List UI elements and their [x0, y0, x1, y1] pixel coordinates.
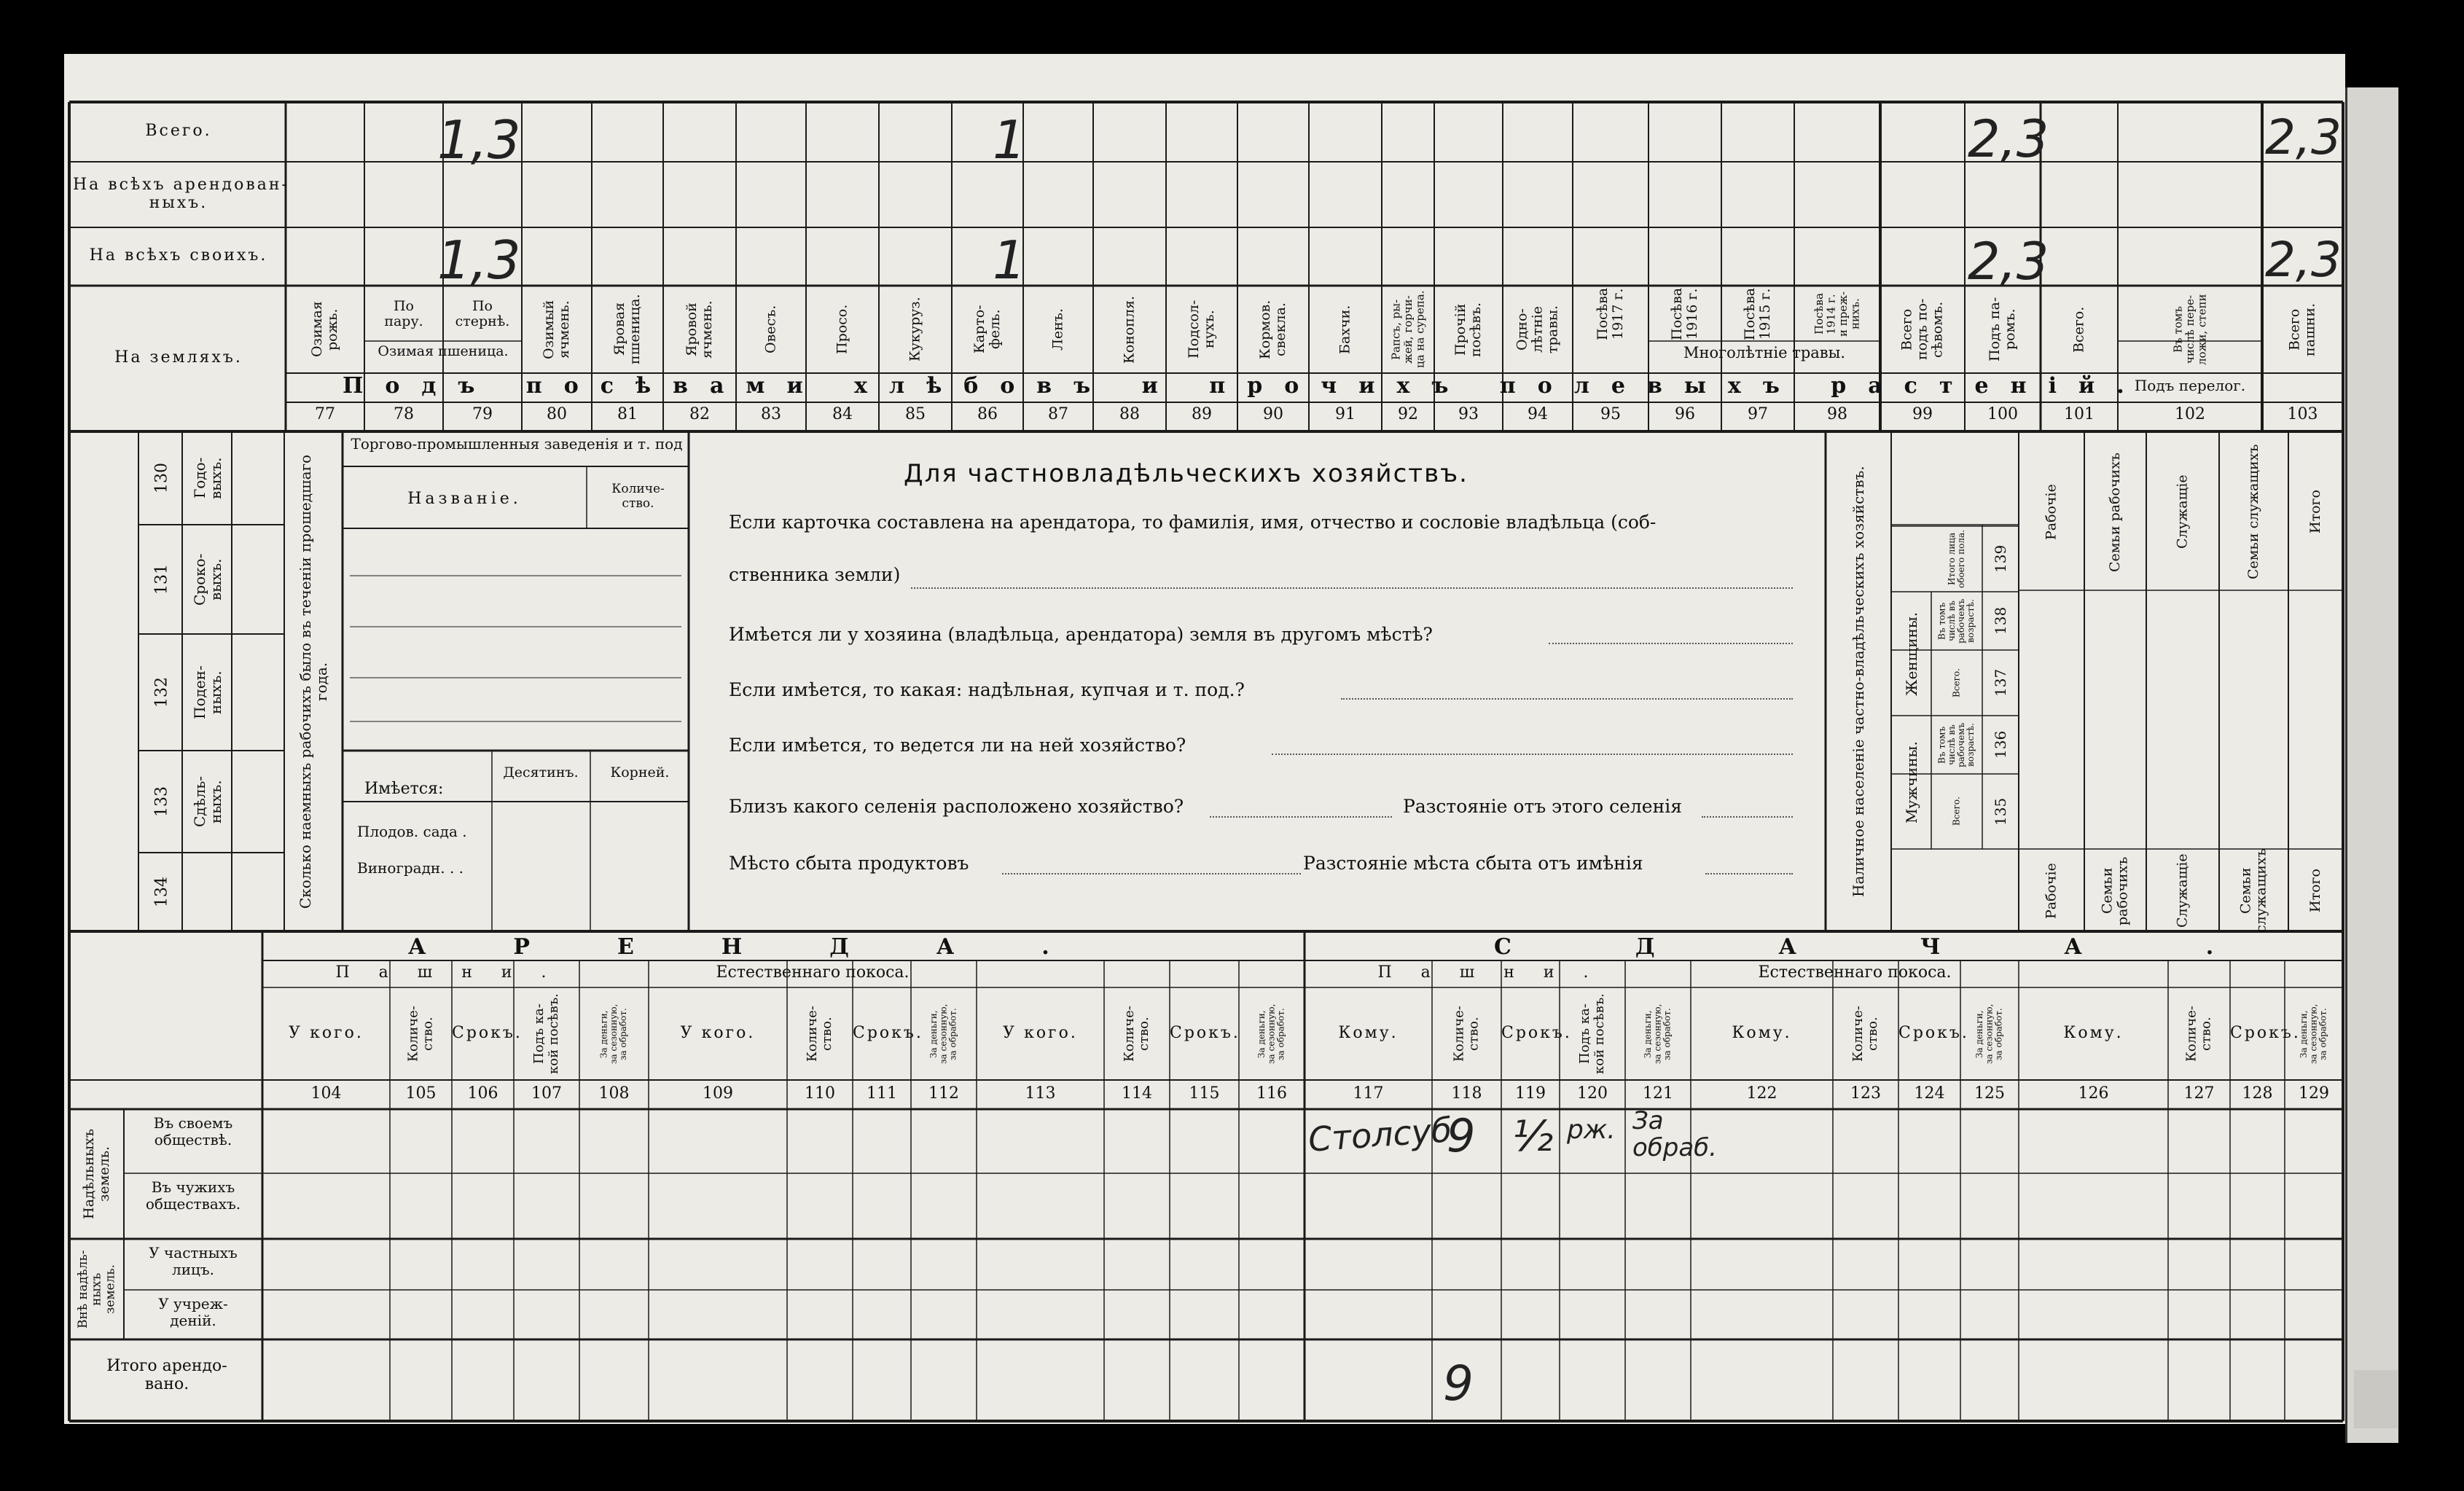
bcol-head-108: За деньги, за сезонную, за обработ.: [598, 1003, 629, 1065]
col-num-96: 96: [1675, 405, 1695, 423]
col-head-79: По стернѣ.: [455, 298, 510, 329]
hired-label-130: Годо- выхъ.: [191, 457, 224, 499]
bcol-head-114: Количе- ство.: [1122, 1006, 1151, 1063]
bottom-row-label-2: У частныхъ лицъ.: [149, 1244, 238, 1278]
hw-78-svoi: 1,3: [437, 230, 521, 291]
hw-sdacha-qty: 9: [1447, 1109, 1476, 1162]
col-num-93: 93: [1458, 405, 1479, 423]
col-head-82: Яровой ячмень.: [684, 300, 715, 359]
col-head-100: Подъ па- ромъ.: [1987, 297, 2018, 362]
bcol-num-112: 112: [928, 1084, 959, 1103]
trade-title: Торгово-промышленныя заведенія и т. под: [351, 435, 683, 453]
col-head-90: Кормов. свекла.: [1257, 300, 1288, 359]
hw-sdacha-srok: ½: [1512, 1111, 1554, 1161]
col-head-93: Прочій посѣвъ.: [1452, 302, 1484, 357]
question-q2: Имѣется ли у хозяина (владѣльца, арендатора) земля въ другомъ мѣстѣ?: [729, 624, 1433, 645]
pop-col-top-0: Рабочіе: [2043, 484, 2060, 540]
bcol-num-106: 106: [467, 1084, 498, 1103]
answer-line: [1002, 873, 1301, 874]
arenda-pashni-head: Пашни.: [335, 963, 576, 982]
bcol-num-113: 113: [1025, 1084, 1056, 1103]
bcol-num-116: 116: [1256, 1084, 1287, 1103]
col-num-86: 86: [977, 405, 998, 423]
bcol-head-128: Срокъ.: [2230, 1024, 2301, 1042]
hired-num-134: 134: [152, 877, 171, 907]
vinograd-label: Виноградн. . .: [357, 859, 464, 877]
col-num-77: 77: [315, 405, 335, 423]
desyatin-label: Десятинъ.: [503, 764, 579, 780]
bcol-head-109: У кого.: [680, 1024, 756, 1042]
bcol-head-105: Количе- ство.: [405, 1006, 436, 1063]
col-num-84: 84: [832, 405, 853, 423]
col-num-95: 95: [1600, 405, 1621, 423]
col-num-91: 91: [1335, 405, 1356, 423]
bcol-head-123: Количе- ство.: [1850, 1006, 1880, 1063]
pop-num-135: 135: [1992, 797, 2009, 826]
population-title: Наличное населеніе частно-владѣльческихъ хозяйствъ.: [1850, 466, 1867, 897]
bcol-head-121: За деньги, за сезонную, за обработ.: [1643, 1003, 1673, 1065]
trade-name: Названіе.: [407, 490, 522, 508]
row-label-svoi: На всѣхъ своихъ.: [89, 246, 268, 265]
col-num-100: 100: [1987, 405, 2018, 423]
bcol-head-104: У кого.: [289, 1024, 364, 1042]
col-num-94: 94: [1528, 405, 1548, 423]
hw-86-vsego: 1: [993, 109, 1026, 171]
pop-col-top-1: Семьи рабочихъ: [2107, 452, 2124, 572]
bcol-head-113: У кого.: [1003, 1024, 1078, 1042]
hired-label-131: Сроко- выхъ.: [191, 553, 224, 606]
bcol-num-111: 111: [867, 1084, 897, 1103]
col-head-80: Озимый ячмень.: [541, 300, 572, 359]
nadel-label: Надѣльныхъ земель.: [81, 1128, 112, 1220]
col-head-97: Посѣва 1915 г.: [1742, 287, 1773, 341]
arenda-pokos-head: Естественнаго покоса.: [716, 963, 910, 982]
hw-103-svoi: 2,3: [2265, 232, 2342, 288]
bcol-head-117: Кому.: [1338, 1024, 1399, 1042]
hw-103-vsego: 2,3: [2265, 109, 2342, 165]
pop-col-bottom-4: Итого: [2307, 869, 2324, 913]
question-q3: Если имѣется, то какая: надѣльная, купчая и т. под.?: [729, 679, 1245, 700]
col-num-92: 92: [1398, 405, 1418, 423]
sad-label: Плодов. сада .: [357, 823, 467, 840]
bcol-head-119: Срокъ.: [1501, 1024, 1572, 1042]
bottom-sdacha: СДАЧА.: [1494, 934, 2338, 960]
question-q1: Если карточка составлена на арендатора, то фамилія, имя, отчество и сословіе владѣльца (соб-: [729, 512, 1657, 533]
col-head-77: Озимая рожь.: [309, 301, 340, 358]
col-num-83: 83: [761, 405, 781, 423]
bcol-num-124: 124: [1914, 1084, 1945, 1103]
sdacha-pokos-head: Естественнаго покоса.: [1758, 963, 1952, 982]
answer-line: [911, 587, 1793, 589]
col-num-102: 102: [2175, 405, 2205, 423]
bcol-num-128: 128: [2242, 1084, 2273, 1103]
pop-col-bottom-2: Служащіе: [2174, 853, 2191, 928]
bcol-head-107: Подъ ка- кой посѣвъ.: [531, 993, 561, 1075]
women-label: Женщины.: [1903, 611, 1920, 696]
hw-99-vsego: 2,3: [1968, 109, 2049, 169]
center-title: Для частновладѣльческихъ хозяйствъ.: [904, 459, 1468, 488]
bcol-head-118: Количе- ство.: [1451, 1006, 1482, 1063]
col-num-81: 81: [617, 405, 638, 423]
col-num-99: 99: [1912, 405, 1933, 423]
col-num-82: 82: [689, 405, 710, 423]
col-num-85: 85: [905, 405, 926, 423]
bcol-head-120: Подъ ка- кой посѣвъ.: [1577, 993, 1607, 1075]
answer-line: [1549, 643, 1793, 644]
pop-label-139: Итого лица обоего пола.: [1946, 530, 1966, 588]
question-q6: Мѣсто сбыта продуктовъ: [729, 853, 969, 874]
hw-sdacha-komu: Столсуб: [1307, 1110, 1453, 1159]
pop-col-top-4: Итого: [2307, 490, 2324, 534]
col-head-94: Одно- лѣтніе травы.: [1514, 305, 1561, 353]
col-head-92: Рапсъ, ры- жей, горчи- ца на сурепа.: [1389, 290, 1427, 369]
pop-col-bottom-1: Семьи рабочихъ: [2099, 856, 2131, 925]
col-num-80: 80: [547, 405, 567, 423]
bcol-num-119: 119: [1515, 1084, 1546, 1103]
hired-num-133: 133: [152, 786, 171, 817]
col-head-96: Посѣва 1916 г.: [1669, 287, 1700, 341]
row-label-arend: На всѣхъ арендован- ныхъ.: [73, 176, 289, 213]
hired-num-132: 132: [152, 677, 171, 708]
hw-99-svoi: 2,3: [1968, 232, 2049, 291]
bcol-num-122: 122: [1746, 1084, 1777, 1103]
hired-num-131: 131: [152, 564, 171, 595]
subhead-perelog: Подъ перелог.: [2134, 377, 2246, 394]
answer-line: [1705, 873, 1793, 874]
col-head-86: Карто- фель.: [971, 305, 1003, 354]
col-num-98: 98: [1827, 405, 1847, 423]
bcol-head-106: Срокъ.: [452, 1024, 523, 1042]
col-head-101: Всего.: [2070, 306, 2087, 353]
col-num-88: 88: [1119, 405, 1140, 423]
question-q5: Близъ какого селенія расположено хозяйство?: [729, 796, 1184, 817]
hired-num-130: 130: [152, 463, 171, 493]
bcol-num-105: 105: [405, 1084, 437, 1103]
bcol-num-114: 114: [1122, 1084, 1152, 1103]
col-head-85: Кукуруз.: [907, 297, 923, 362]
bcol-head-112: За деньги, за сезонную, за обработ.: [928, 1003, 958, 1065]
col-head-84: Просо.: [834, 304, 850, 355]
bcol-head-127: Количе- ство.: [2183, 1006, 2214, 1063]
hired-label-133: Сдѣль- ныхъ.: [191, 775, 224, 828]
bcol-num-123: 123: [1850, 1084, 1881, 1103]
col-head-99: Всего подъ по- сѣвомъ.: [1898, 298, 1946, 361]
pop-label-138: Въ томъ числѣ въ рабочемъ возрастѣ.: [1936, 598, 1976, 643]
bcol-head-116: За деньги, за сезонную, за обработ.: [1256, 1003, 1286, 1065]
question-q1b: ственника земли): [729, 564, 901, 585]
question-q6b: Разстояніе мѣста сбыта отъ имѣнія: [1303, 853, 1643, 874]
answer-line: [1341, 698, 1793, 700]
col-head-102: Въ томъ числѣ пере- ложи, степи: [2171, 294, 2209, 365]
bcol-num-108: 108: [598, 1084, 630, 1103]
bcol-head-125: За деньги, за сезонную, за обработ.: [1974, 1003, 2004, 1065]
sdacha-pashni-head: Пашни.: [1377, 963, 1618, 982]
hired-label-132: Поден- ныхъ.: [191, 665, 224, 719]
pop-num-136: 136: [1992, 730, 2009, 759]
col-num-97: 97: [1748, 405, 1768, 423]
bcol-num-126: 126: [2078, 1084, 2109, 1103]
hw-itogo-qty: 9: [1443, 1355, 1474, 1412]
bcol-num-121: 121: [1643, 1084, 1673, 1103]
col-num-89: 89: [1192, 405, 1212, 423]
bcol-num-117: 117: [1353, 1084, 1384, 1103]
pop-col-bottom-3: Семьи служащихъ: [2237, 848, 2269, 934]
col-head-95: Посѣва 1917 г.: [1595, 287, 1626, 341]
bcol-num-127: 127: [2183, 1084, 2215, 1103]
pop-label-135: Всего.: [1951, 797, 1962, 826]
hw-sdacha-za: За обраб.: [1632, 1106, 1717, 1163]
pop-col-top-2: Служащіе: [2174, 474, 2191, 549]
bcol-num-125: 125: [1974, 1084, 2005, 1103]
bcol-head-126: Кому.: [2063, 1024, 2124, 1042]
answer-line: [1272, 754, 1793, 755]
col-head-83: Овесъ.: [762, 305, 779, 354]
hired-title: Сколько наемныхъ рабочихъ было въ теченіи прошедшаго года.: [297, 454, 330, 909]
korney-label: Корней.: [610, 764, 670, 780]
itogo-arendovano: Итого арендо- вано.: [106, 1357, 227, 1394]
bottom-arenda: АРЕНДА.: [408, 934, 1137, 960]
col-num-90: 90: [1263, 405, 1283, 423]
pop-num-137: 137: [1992, 668, 2009, 697]
pop-label-136: Въ томъ числѣ въ рабочемъ возрастѣ.: [1936, 722, 1976, 767]
col-num-78: 78: [394, 405, 414, 423]
row-label-vsego: Всего.: [145, 122, 212, 140]
question-q5b: Разстояніе отъ этого селенія: [1403, 796, 1683, 817]
bcol-head-115: Срокъ.: [1170, 1024, 1240, 1042]
col-num-101: 101: [2064, 405, 2095, 423]
col-head-89: Подсол- нухъ.: [1186, 300, 1217, 359]
bcol-num-115: 115: [1189, 1084, 1220, 1103]
bcol-num-110: 110: [805, 1084, 835, 1103]
col-num-87: 87: [1048, 405, 1068, 423]
bcol-head-129: За деньги, за сезонную, за обработ.: [2299, 1003, 2328, 1065]
answer-line: [1702, 816, 1793, 818]
bcol-num-120: 120: [1577, 1084, 1608, 1103]
col-head-87: Ленъ.: [1049, 308, 1066, 351]
subhead-ozimaya: Озимая пшеница.: [378, 343, 509, 359]
imeetsya-label: Имѣется:: [364, 780, 444, 798]
bcol-num-107: 107: [531, 1084, 562, 1103]
bcol-num-104: 104: [310, 1084, 342, 1103]
trade-qty: Количе- ство.: [611, 482, 665, 511]
col-head-78: По пару.: [384, 298, 423, 329]
col-head-91: Бахчи.: [1337, 305, 1353, 354]
col-head-88: Конопля.: [1121, 295, 1138, 364]
bcol-head-124: Срокъ.: [1898, 1024, 1969, 1042]
col-num-79: 79: [472, 405, 493, 423]
bcol-num-129: 129: [2299, 1084, 2329, 1103]
subhead-sown-banner: Подъ посѣвами хлѣбовъ и прочихъ полевыхъ растеній.: [343, 373, 2146, 399]
hw-86-svoi: 1: [993, 230, 1026, 291]
bottom-row-label-1: Въ чужихъ обществахъ.: [145, 1178, 241, 1213]
bottom-row-label-0: Въ своемъ обществѣ.: [153, 1114, 233, 1148]
hw-sdacha-crop: рж.: [1567, 1115, 1616, 1145]
col-head-98: Посѣва 1914 г. и преж- нихъ.: [1812, 291, 1862, 337]
bcol-num-109: 109: [703, 1084, 733, 1103]
bcol-head-110: Количе- ство.: [805, 1006, 834, 1063]
subhead-mnogolet: Многолѣтніе травы.: [1683, 344, 1846, 361]
row-label-zemli: На земляхъ.: [114, 348, 243, 367]
col-head-81: Яровая пшеница.: [611, 294, 643, 365]
hired-label-134: [186, 853, 230, 931]
answer-line: [1210, 816, 1392, 818]
pop-label-137: Всего.: [1951, 668, 1962, 697]
col-head-103: Всего пашни.: [2286, 302, 2318, 356]
bcol-head-122: Кому.: [1732, 1024, 1792, 1042]
col-num-103: 103: [2287, 405, 2318, 423]
hw-78-vsego: 1,3: [437, 109, 521, 171]
bcol-head-111: Срокъ.: [853, 1024, 923, 1042]
bcol-num-118: 118: [1451, 1084, 1482, 1103]
question-q4: Если имѣется, то ведется ли на ней хозяйство?: [729, 735, 1186, 756]
men-label: Мужчины.: [1903, 741, 1920, 823]
pop-col-top-3: Семьи служащихъ: [2245, 444, 2262, 580]
bottom-row-label-3: У учреж- деній.: [158, 1295, 228, 1329]
pop-num-138: 138: [1992, 606, 2009, 635]
pop-num-139: 139: [1992, 544, 2009, 574]
vne-label: Внѣ надѣль- ныхъ земель.: [75, 1250, 118, 1328]
pop-col-bottom-0: Рабочіе: [2043, 863, 2060, 919]
